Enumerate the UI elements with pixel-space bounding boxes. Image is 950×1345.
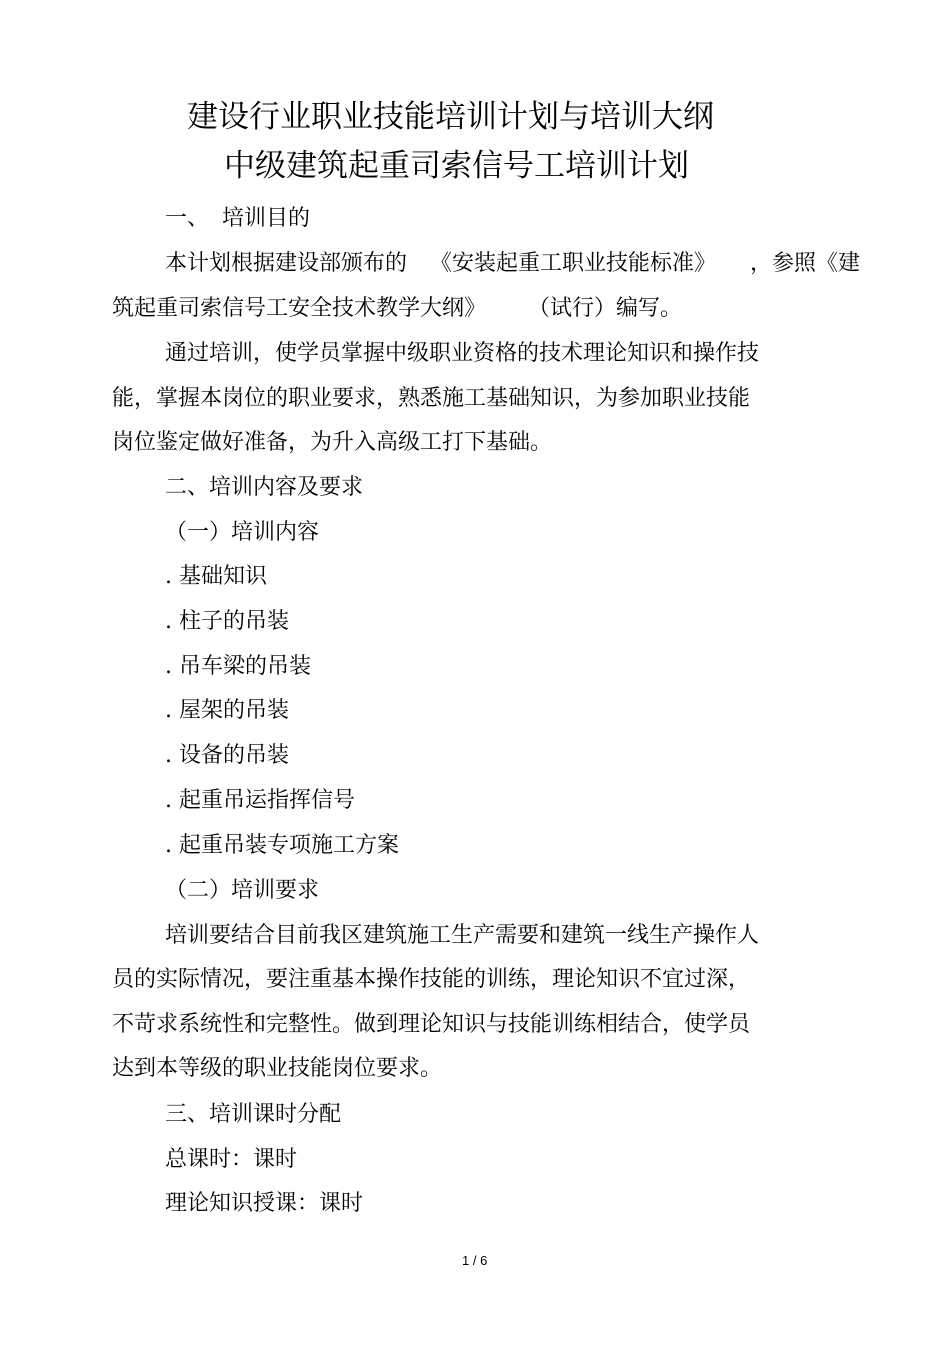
section2-sub2: （二）培训要求 (165, 878, 320, 903)
section3-theory-hours: 理论知识授课：课时 (165, 1191, 364, 1216)
section3-heading: 三、培训课时分配 (165, 1102, 342, 1127)
section1-para2-line2: 能，掌握本岗位的职业要求，熟悉施工基础知识，为参加职业技能 (112, 386, 751, 411)
section1-heading: 培训目的 (222, 206, 311, 231)
document-title-line2: 中级建筑起重司索信号工培训计划 (224, 148, 689, 184)
list-item: . 柱子的吊装 (165, 609, 289, 634)
document-title-line1: 建设行业职业技能培训计划与培训大纲 (187, 99, 714, 135)
list-item: . 吊车梁的吊装 (165, 654, 311, 679)
section1-para1-line1c: ，参照《建 (750, 251, 861, 276)
section1-para1-line2a: 筑起重司索信号工安全技术教学大纲》 (112, 296, 487, 321)
section1-heading-number: 一、 (165, 206, 210, 231)
section1-para2-line3: 岗位鉴定做好准备，为升入高级工打下基础。 (112, 430, 553, 455)
list-item: . 设备的吊装 (165, 743, 289, 768)
section2-para-line1: 培训要结合目前我区建筑施工生产需要和建筑一线生产操作人 (165, 923, 760, 948)
list-item: . 起重吊装专项施工方案 (165, 833, 399, 858)
section2-para-line2: 员的实际情况，要注重基本操作技能的训练，理论知识不宜过深， (112, 967, 751, 992)
list-item: . 起重吊运指挥信号 (165, 788, 355, 813)
section2-sub1: （一）培训内容 (165, 520, 320, 545)
section3-total-hours: 总课时：课时 (165, 1147, 298, 1172)
list-item: . 基础知识 (165, 564, 267, 589)
section1-para1-line1b: 《安装起重工职业技能标准》 (430, 251, 717, 276)
section1-para1-line2b: （试行）编写。 (528, 296, 683, 321)
section2-heading: 二、培训内容及要求 (165, 475, 364, 500)
section2-para-line3: 不苛求系统性和完整性。做到理论知识与技能训练相结合，使学员 (112, 1012, 751, 1037)
section1-para2-line1: 通过培训，使学员掌握中级职业资格的技术理论知识和操作技 (165, 341, 760, 366)
list-item: . 屋架的吊装 (165, 698, 289, 723)
page-number: 1 / 6 (462, 1253, 488, 1268)
section1-para1-line1a: 本计划根据建设部颁布的 (165, 251, 408, 276)
section2-para-line4: 达到本等级的职业技能岗位要求。 (112, 1056, 443, 1081)
